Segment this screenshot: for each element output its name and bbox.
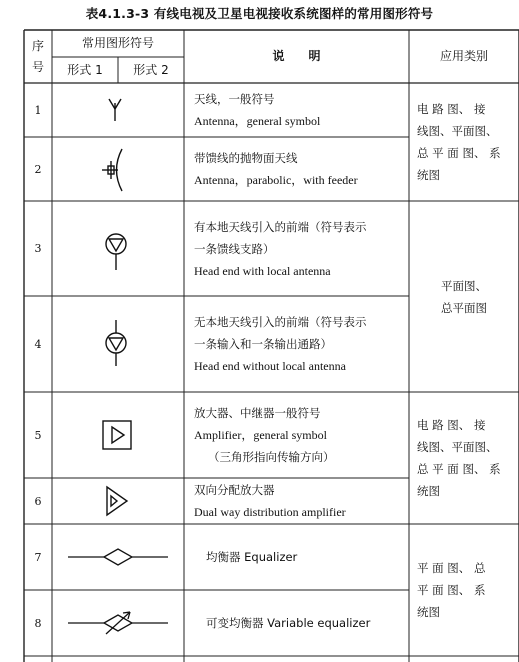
- head-end-local-antenna-icon: [101, 230, 131, 272]
- desc-zh: 天线，一般符号: [194, 92, 275, 106]
- category-line: 平 面 图、 总: [417, 561, 486, 575]
- desc-text: 可变均衡器 Variable equalizer: [206, 616, 371, 630]
- category-line: 平 面 图、 系: [417, 583, 486, 597]
- parabolic-antenna-icon: [98, 147, 138, 193]
- header-form1: 形式 1: [67, 62, 103, 77]
- category-line: 线图、平面图、: [417, 124, 498, 138]
- row-number: 2: [34, 162, 42, 176]
- desc-zh-line1: 无本地天线引入的前端（符号表示: [194, 315, 367, 329]
- desc-zh-line1: 有本地天线引入的前端（符号表示: [194, 219, 367, 234]
- amplifier-icon: [100, 418, 134, 452]
- row-description: [184, 83, 409, 137]
- desc-en: Antenna，general symbol: [194, 114, 321, 128]
- dual-way-amplifier-icon: [100, 484, 134, 518]
- row-description: [184, 201, 409, 296]
- row-description: [184, 590, 409, 656]
- desc-note: （三角形指向传输方向）: [208, 450, 335, 464]
- row-number: 3: [34, 242, 42, 255]
- category-line: 平面图、: [441, 278, 487, 293]
- equalizer-icon: [66, 544, 170, 570]
- row-number: 6: [34, 494, 42, 508]
- category-line: 统图: [417, 605, 440, 619]
- row-number: 1: [34, 103, 42, 117]
- row-description: [184, 137, 409, 201]
- category-line: 总平面图: [441, 300, 487, 315]
- category-line: 统图: [417, 168, 440, 182]
- desc-zh: 双向分配放大器: [194, 483, 275, 497]
- category-line: 线图、平面图、: [417, 440, 498, 454]
- desc-en: Amplifier，general symbol: [194, 428, 327, 442]
- desc-en: Antenna，parabolic，with feeder: [194, 173, 358, 187]
- desc-en: Dual way distribution amplifier: [194, 505, 346, 519]
- category-group-2: [409, 201, 519, 392]
- row-number: 5: [34, 428, 42, 442]
- row-number: 8: [34, 616, 42, 630]
- desc-text: 均衡器 Equalizer: [206, 550, 298, 564]
- row-description: [184, 478, 409, 524]
- desc-zh-line2: 一条输入和一条输出通路）: [194, 337, 332, 351]
- category-line: 电 路 图、 接: [417, 102, 486, 116]
- header-seq: [24, 30, 52, 83]
- table-title: 表4.1.3-3 有线电视及卫星电视接收系统图样的常用图形符号: [85, 6, 434, 21]
- header-symbol: 常用图形符号: [81, 36, 154, 51]
- desc-zh-line2: 一条馈线支路）: [194, 241, 275, 256]
- category-line: 总 平 面 图、 系: [417, 146, 501, 160]
- row-number: 7: [34, 550, 42, 564]
- category-line: 电 路 图、 接: [417, 418, 486, 432]
- header-category: 应用类别: [439, 49, 488, 64]
- header-description: 说 明: [272, 49, 321, 64]
- desc-en: Head end with local antenna: [194, 263, 331, 278]
- category-group-4: [409, 524, 519, 656]
- header-seq-line1: 序: [31, 39, 44, 54]
- category-group-3: [409, 392, 519, 524]
- variable-equalizer-icon: [66, 606, 170, 640]
- header-seq-line2: 号: [31, 59, 44, 74]
- desc-en: Head end without local antenna: [194, 359, 346, 373]
- desc-zh: 放大器、中继器一般符号: [194, 406, 321, 420]
- desc-zh: 带馈线的抛物面天线: [194, 151, 298, 165]
- row-description: [184, 296, 409, 392]
- antenna-icon: [100, 95, 130, 125]
- row-number: 4: [34, 337, 42, 351]
- category-group-1: [409, 83, 519, 201]
- row-description: [184, 524, 409, 590]
- category-line: 统图: [417, 484, 440, 498]
- row-description: [184, 392, 409, 478]
- head-end-icon: [101, 318, 131, 368]
- category-line: 总 平 面 图、 系: [417, 462, 501, 476]
- header-form2: 形式 2: [133, 62, 169, 77]
